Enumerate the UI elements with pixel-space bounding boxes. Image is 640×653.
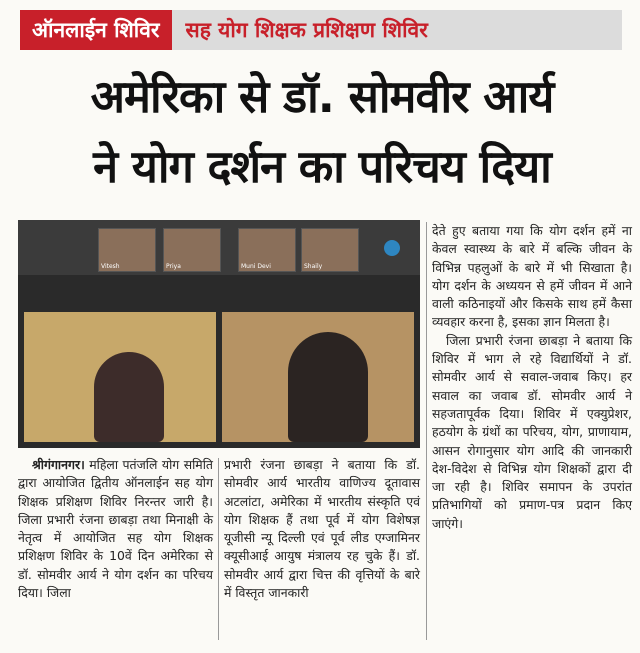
participant-name: Muni Devi bbox=[241, 263, 271, 270]
next-arrow-icon bbox=[384, 240, 400, 256]
participant-tile bbox=[163, 228, 221, 272]
participant-name: Shaily bbox=[304, 263, 323, 270]
column-1-text: महिला पतंजलि योग समिति द्वारा आयोजित द्वितीय ऑनलाईन सह योग शिक्षक प्रशिक्षण शिविर निरन्तर जारी है। जिला प्रभारी रंजना छाबड़ा तथा मिनाक्षी के नेतृत्व में आयोजित सह योग शिक्षक प्रशिक्षण शिविर के 10वें दिन अमेरिका से डॉ. सोमवीर आर्य ने योग दर्शन का परिचय दिया। जिला bbox=[18, 457, 213, 601]
participant-tile bbox=[301, 228, 359, 272]
article-column-1 bbox=[18, 456, 213, 602]
article-column-2 bbox=[224, 456, 420, 602]
section-tag: ऑनलाईन शिविर bbox=[20, 10, 172, 50]
headline-line-1: अमेरिका से डॉ. सोमवीर आर्य bbox=[90, 70, 554, 123]
article-column-3 bbox=[432, 222, 632, 533]
dateline: श्रीगंगानगर। bbox=[32, 457, 85, 472]
speaker-video-tile bbox=[222, 312, 414, 442]
section-banner bbox=[20, 10, 622, 50]
column-divider bbox=[218, 458, 219, 640]
column-3-paragraph-2: जिला प्रभारी रंजना छाबड़ा ने बताया कि शिविर में भाग ले रहे विद्यार्थियों ने डॉ. सोमवीर आर्य से सवाल-जवाब किए। हर सवाल का जवाब डॉ. सोमवीर आर्य ने सहजतापूर्वक दिया। शिविर में एक्युप्रेशर, हठयोग के ग्रंथों का परिचय, योग, प्राणायाम, आसन रोगानुसार योग आदि की जानकारी देश-विदेश से विभिन्न योग शिक्षकों द्वारा दी जा रही है। शिविर समापन के उपरांत प्रतिभागियों को प्रमाण-पत्र प्रदान किए जाएंगे। bbox=[432, 332, 632, 531]
section-subhead: सह योग शिक्षक प्रशिक्षण शिविर bbox=[172, 10, 622, 50]
speaker-figure bbox=[288, 332, 368, 442]
column-3-paragraph-1: देते हुए बताया गया कि योग दर्शन हमें ना केवल स्वास्थ्य के बारे में बल्कि जीवन के विभिन्न पहलुओं के बारे में भी सिखाता है। योग दर्शन के अध्ययन से हमें जीवन में आने वाली कठिनाइयों और किसके साथ हमें कैसा व्यवहार करना है, इसका ज्ञान मिलता है। bbox=[432, 223, 632, 330]
host-figure bbox=[94, 352, 164, 442]
column-2-text: प्रभारी रंजना छाबड़ा ने बताया कि डॉ. सोमवीर आर्य भारतीय वाणिज्य दूतावास अटलांटा, अमेरिका में भारतीय संस्कृति एवं योग शिक्षक हैं तथा पूर्व में योग विशेषज्ञ यूजीसी न्यू दिल्ली एवं पूर्व लीड एग्जामिनर क्यूसीआई आयुष मंत्रालय रह चुके हैं। डॉ. सोमवीर आर्य द्वारा चित्त की वृत्तियों के बारे में विस्तृत जानकारी bbox=[224, 457, 420, 601]
headline-line-2: ने योग दर्शन का परिचय दिया bbox=[93, 140, 551, 193]
participant-tile bbox=[238, 228, 296, 272]
participant-name: Vitesh bbox=[101, 263, 120, 270]
participant-name: Priya bbox=[166, 263, 181, 270]
column-divider bbox=[426, 222, 427, 640]
video-call-photo bbox=[18, 220, 420, 448]
participant-strip bbox=[18, 220, 420, 275]
headline bbox=[14, 62, 630, 202]
host-video-tile bbox=[24, 312, 216, 442]
participant-tile bbox=[98, 228, 156, 272]
